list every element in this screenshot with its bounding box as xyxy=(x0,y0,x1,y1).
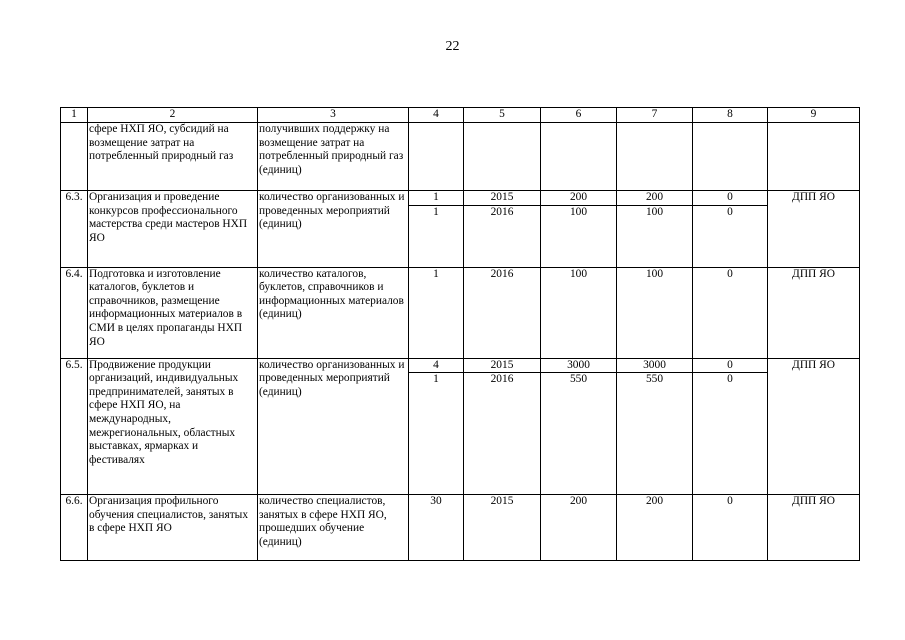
year-cell: 2016 xyxy=(464,373,541,495)
activity-cell: Организация и проведение конкурсов профессионального мастерства среди мастеров НХП ЯО xyxy=(88,191,258,268)
indicator-cell: количество специалистов, занятых в сфере НХП ЯО, прошедших обучение (единиц) xyxy=(258,495,409,561)
column-header: 5 xyxy=(464,108,541,123)
year-cell: 2016 xyxy=(464,267,541,358)
value-cell: 1 xyxy=(409,205,464,267)
table-row xyxy=(61,191,860,206)
indicator-cell: количество каталогов, буклетов, справочников и информационных материалов (единиц) xyxy=(258,267,409,358)
value-cell: 200 xyxy=(617,495,693,561)
column-header: 8 xyxy=(693,108,768,123)
column-header: 4 xyxy=(409,108,464,123)
value-cell: 0 xyxy=(693,495,768,561)
value-cell: 100 xyxy=(541,205,617,267)
column-header: 1 xyxy=(61,108,88,123)
value-cell xyxy=(617,123,693,191)
value-cell: 0 xyxy=(693,267,768,358)
indicator-cell: количество организованных и проведенных мероприятий (единиц) xyxy=(258,191,409,268)
value-cell: 100 xyxy=(617,267,693,358)
indicator-cell: количество организованных и проведенных мероприятий (единиц) xyxy=(258,358,409,495)
year-cell: 2015 xyxy=(464,495,541,561)
item-number-cell: 6.6. xyxy=(61,495,88,561)
year-cell: 2016 xyxy=(464,205,541,267)
year-cell: 2015 xyxy=(464,191,541,206)
program-activities-table xyxy=(60,107,860,561)
value-cell: 4 xyxy=(409,358,464,373)
value-cell: 550 xyxy=(617,373,693,495)
table-row xyxy=(61,495,860,561)
page-number: 22 xyxy=(445,39,460,54)
value-cell: 0 xyxy=(693,205,768,267)
value-cell xyxy=(768,123,860,191)
column-header: 9 xyxy=(768,108,860,123)
value-cell: 200 xyxy=(617,191,693,206)
activity-cell: Продвижение продукции организаций, индивидуальных предпринимателей, занятых в сфере НХП ЯО, на международных, межрегиональных, областных выставках, ярмарках и фестивалях xyxy=(88,358,258,495)
value-cell: 0 xyxy=(693,358,768,373)
value-cell: 100 xyxy=(541,267,617,358)
value-cell: 200 xyxy=(541,495,617,561)
item-number-cell: 6.5. xyxy=(61,358,88,495)
value-cell: 3000 xyxy=(541,358,617,373)
item-number-cell: 6.3. xyxy=(61,191,88,268)
indicator-cell: получивших поддержку на возмещение затрат на потребленный природный газ (единиц) xyxy=(258,123,409,191)
column-header: 2 xyxy=(88,108,258,123)
value-cell: 550 xyxy=(541,373,617,495)
activity-cell: Подготовка и изготовление каталогов, буклетов и справочников, размещение информационных материалов в СМИ в целях пропаганды НХП ЯО xyxy=(88,267,258,358)
value-cell xyxy=(464,123,541,191)
activity-cell: Организация профильного обучения специалистов, занятых в сфере НХП ЯО xyxy=(88,495,258,561)
value-cell: 1 xyxy=(409,191,464,206)
value-cell xyxy=(693,123,768,191)
item-number-cell: 6.4. xyxy=(61,267,88,358)
value-cell xyxy=(541,123,617,191)
column-header: 3 xyxy=(258,108,409,123)
year-cell: 2015 xyxy=(464,358,541,373)
source-cell: ДПП ЯО xyxy=(768,267,860,358)
column-number-row xyxy=(61,108,860,123)
source-cell: ДПП ЯО xyxy=(768,358,860,495)
table-row xyxy=(61,267,860,358)
column-header: 6 xyxy=(541,108,617,123)
value-cell: 30 xyxy=(409,495,464,561)
item-number-cell xyxy=(61,123,88,191)
value-cell: 0 xyxy=(693,373,768,495)
value-cell: 1 xyxy=(409,267,464,358)
activity-cell: сфере НХП ЯО, субсидий на возмещение затрат на потребленный природный газ xyxy=(88,123,258,191)
value-cell: 100 xyxy=(617,205,693,267)
column-header: 7 xyxy=(617,108,693,123)
table-row xyxy=(61,123,860,191)
value-cell: 200 xyxy=(541,191,617,206)
source-cell: ДПП ЯО xyxy=(768,495,860,561)
value-cell: 1 xyxy=(409,373,464,495)
source-cell: ДПП ЯО xyxy=(768,191,860,268)
table-row xyxy=(61,358,860,373)
value-cell xyxy=(409,123,464,191)
value-cell: 0 xyxy=(693,191,768,206)
value-cell: 3000 xyxy=(617,358,693,373)
